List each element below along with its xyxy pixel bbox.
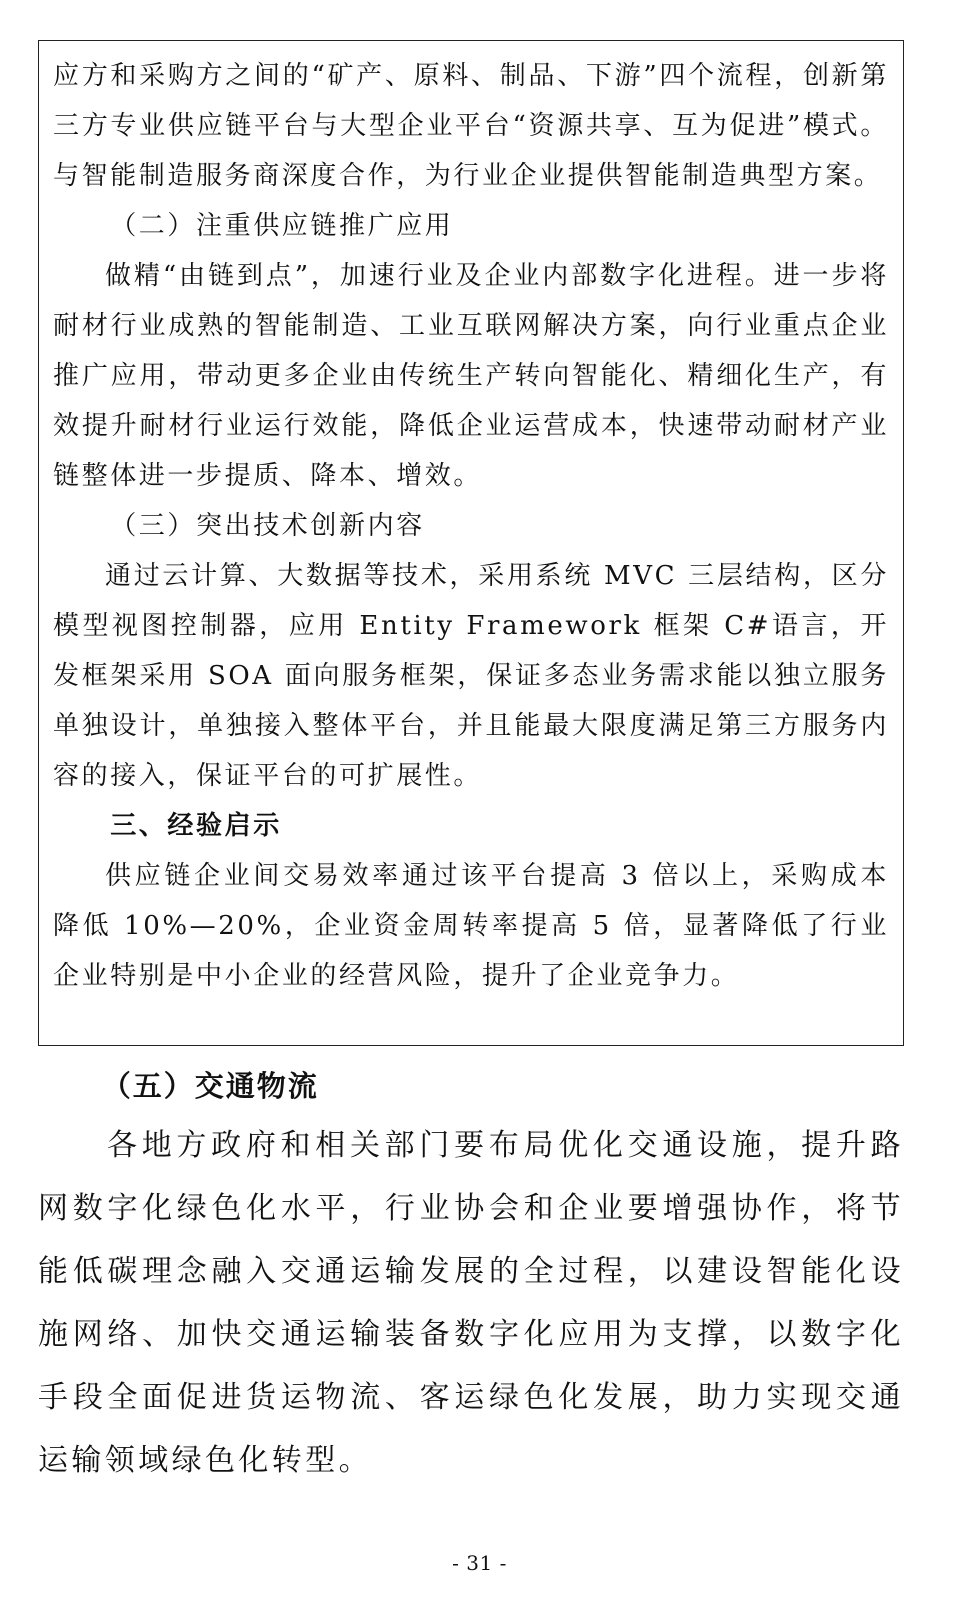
main-section [38,1058,904,1492]
section-body: 各地方政府和相关部门要布局优化交通设施，提升路网数字化绿色化水平，行业协会和企业要增强协作，将节能低碳理念融入交通运输发展的全过程，以建设智能化设施网络、加快交通运输装备数字化应用为支撑，以数字化手段全面促进货运物流、客运绿色化发展，助力实现交通运输领域绿色化转型。 [38,1128,904,1478]
case-subheading-tech-innovation: （三）突出技术创新内容 [110,511,425,541]
case-heading-experience: 三、经验启示 [110,811,282,841]
section-title: （五）交通物流 [101,1069,319,1103]
page-number: - 31 - [452,1551,507,1575]
case-paragraph-continued: 应方和采购方之间的“矿产、原料、制品、下游”四个流程，创新第三方专业供应链平台与大型企业平台“资源共享、互为促进”模式。与智能制造服务商深度合作，为行业企业提供智能制造典型方案。 [53,61,889,191]
case-paragraph-tech: 通过云计算、大数据等技术，采用系统 MVC 三层结构，区分模型视图控制器，应用 Entity Framework 框架 C#语言，开发框架采用 SOA 面向服务框架，保证多态业务需求能以独立服务单独设计，单独接入整体平台，并且能最大限度满足第三方服务内容的接入，保证平台的可扩展性。 [53,561,889,791]
case-paragraph-experience: 供应链企业间交易效率通过该平台提高 3 倍以上，采购成本降低 10%—20%，企业资金周转率提高 5 倍，显著降低了行业企业特别是中小企业的经营风险，提升了企业竞争力。 [53,861,889,991]
case-paragraph-promotion: 做精“由链到点”，加速行业及企业内部数字化进程。进一步将耐材行业成熟的智能制造、工业互联网解决方案，向行业重点企业推广应用，带动更多企业由传统生产转向智能化、精细化生产，有效提升耐材行业运行效能，降低企业运营成本，快速带动耐材产业链整体进一步提质、降本、增效。 [53,261,889,491]
case-study-box [38,40,904,1046]
case-subheading-supply-chain-promotion: （二）注重供应链推广应用 [110,211,454,241]
